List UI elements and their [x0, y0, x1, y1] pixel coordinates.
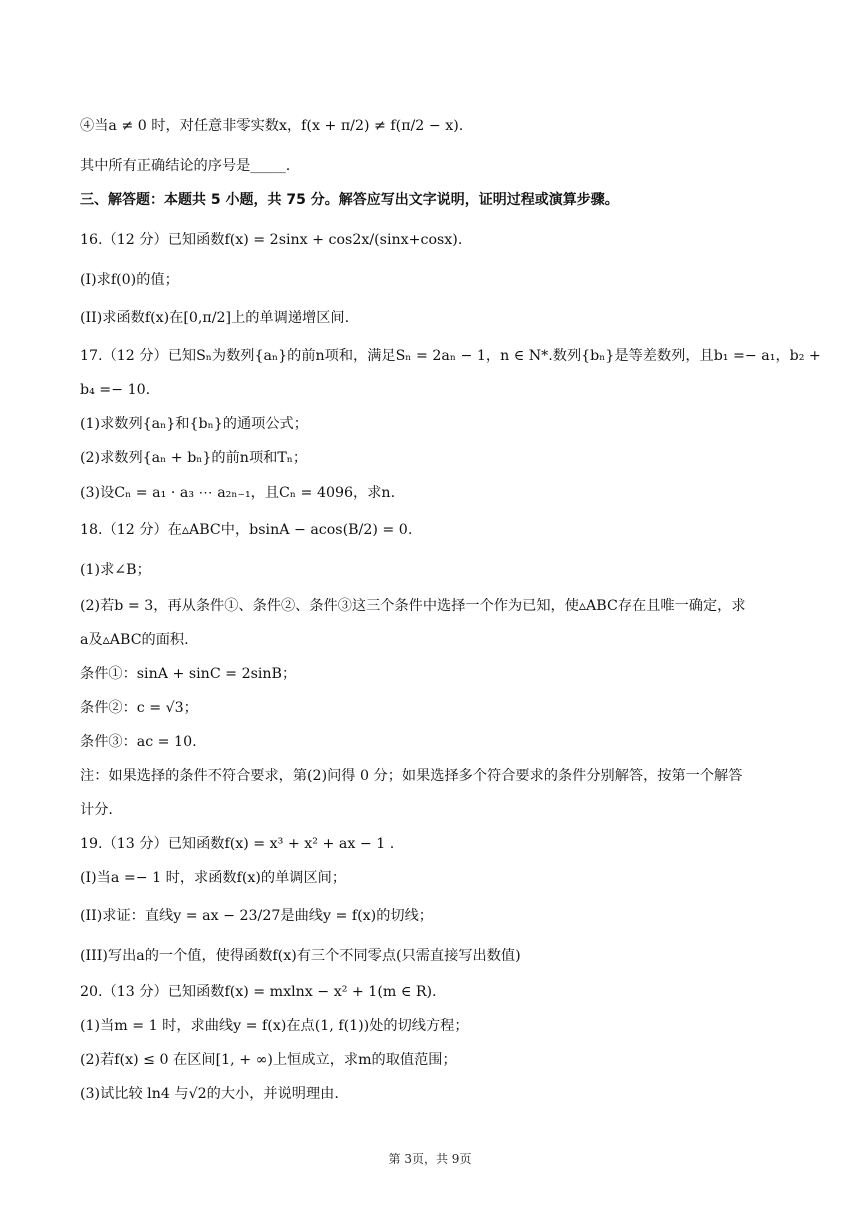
- question-17-part-2: (2)求数列{aₙ + bₙ}的前n项和Tₙ；: [80, 450, 308, 466]
- condition-2: 条件②：c = √3；: [80, 700, 198, 716]
- question-16: 16.（12 分）已知函数f(x) = 2sinx + cos2x/(sinx+cosx).: [80, 232, 463, 248]
- question-17: 17.（12 分）已知Sₙ为数列{aₙ}的前n项和，满足Sₙ = 2aₙ − 1，n ∈ N*.数列{bₙ}是等差数列，且b₁ =− a₁，b₂ +: [80, 348, 821, 364]
- question-18: 18.（12 分）在▵ABC中，bsinA − acos(B/2) = 0.: [80, 522, 413, 538]
- question-20: 20.（13 分）已知函数f(x) = mxlnx − x² + 1(m ∈ R).: [80, 984, 437, 1000]
- question-17-part-1: (1)求数列{aₙ}和{bₙ}的通项公式；: [80, 416, 308, 432]
- page-footer: 第 3页，共 9页: [388, 1152, 472, 1166]
- question-17-cont: b₄ =− 10.: [80, 382, 151, 398]
- question-18-part-1: (1)求∠B；: [80, 562, 151, 578]
- condition-1: 条件①：sinA + sinC = 2sinB；: [80, 666, 297, 682]
- text-line-fill-blank: 其中所有正确结论的序号是_____.: [80, 158, 291, 174]
- question-18-part-2-cont: a及▵ABC的面积.: [80, 632, 189, 648]
- question-19-part-2: (II)求证：直线y = ax − 23/27是曲线y = f(x)的切线；: [80, 908, 433, 924]
- question-19-part-3: (III)写出a的一个值，使得函数f(x)有三个不同零点(只需直接写出数值): [80, 948, 521, 964]
- question-20-part-1: (1)当m = 1 时，求曲线y = f(x)在点(1, f(1))处的切线方程；: [80, 1018, 469, 1034]
- condition-3: 条件③：ac = 10.: [80, 734, 197, 750]
- note: 注：如果选择的条件不符合要求，第(2)问得 0 分；如果选择多个符合要求的条件分别解答，按第一个解答: [80, 768, 743, 784]
- text-line-condition-4: ④当a ≠ 0 时，对任意非零实数x，f(x + π/2) ≠ f(π/2 − x).: [80, 118, 464, 134]
- question-20-part-2: (2)若f(x) ≤ 0 在区间[1, + ∞)上恒成立，求m的取值范围；: [80, 1052, 457, 1068]
- question-16-part-2: (II)求函数f(x)在[0,π/2]上的单调递增区间.: [80, 310, 350, 326]
- question-19: 19.（13 分）已知函数f(x) = x³ + x² + ax − 1 .: [80, 836, 395, 852]
- section-heading: 三、解答题：本题共 5 小题，共 75 分。解答应写出文字说明，证明过程或演算步骤。: [80, 192, 619, 208]
- note-cont: 计分.: [80, 802, 113, 818]
- question-18-part-2: (2)若b = 3，再从条件①、条件②、条件③这三个条件中选择一个作为已知，使▵ABC存在且唯一确定，求: [80, 598, 746, 614]
- question-17-part-3: (3)设Cₙ = a₁ · a₃ ⋯ a₂ₙ₋₁，且Cₙ = 4096，求n.: [80, 485, 396, 501]
- question-19-part-1: (I)当a =− 1 时，求函数f(x)的单调区间；: [80, 870, 347, 886]
- question-16-part-1: (I)求f(0)的值；: [80, 272, 179, 288]
- question-20-part-3: (3)试比较 ln4 与√2的大小，并说明理由.: [80, 1086, 339, 1102]
